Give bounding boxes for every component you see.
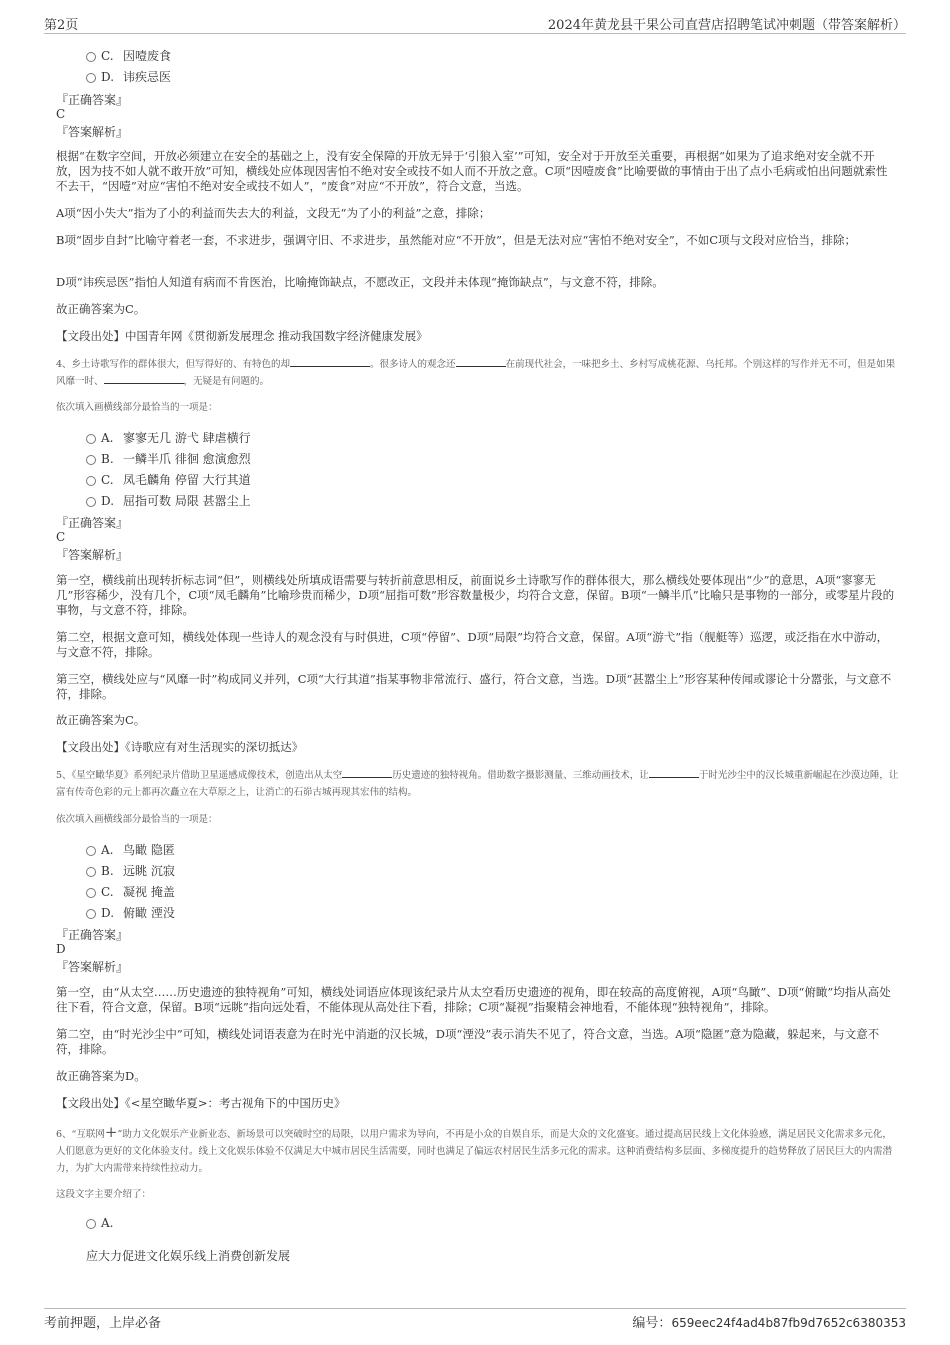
radio-icon[interactable]: [86, 434, 96, 444]
option-c[interactable]: C. 凝视 掩盖: [86, 883, 175, 900]
page-header: [44, 14, 906, 34]
radio-icon[interactable]: [86, 476, 96, 486]
option-c[interactable]: C. 因噎废食: [86, 47, 171, 64]
question-prompt: 依次填入画横线部分最恰当的一项是：: [56, 814, 218, 825]
blank-line: [456, 357, 506, 367]
radio-icon[interactable]: [86, 888, 96, 898]
option-a[interactable]: A. 鸟瞰 隐匿: [86, 841, 175, 858]
analysis-paragraph: 第二空，由“时光沙尘中”可知，横线处词语表意为在时光中消逝的汉长城，D项“湮没”表示消失不见了，符合文意，当选。A项“隐匿”意为隐藏，躲起来，与文意不符，排除。: [56, 1027, 880, 1056]
page-number: 第2页: [44, 18, 79, 33]
radio-icon[interactable]: [86, 73, 96, 83]
conclusion: 故正确答案为C。: [56, 302, 146, 316]
radio-icon[interactable]: [86, 455, 96, 465]
analysis-paragraph: 第一空，由“从太空……历史遗迹的独特视角”可知，横线处词语应体现该纪录片从太空看历史遗迹的视角，即在较高的高度俯视，A项“鸟瞰”、D项“俯瞰”均指从高处往下看，符合文意，保留。B项“远眺”指向远处看，不能体现从高处往下看，排除；C项“凝视”指聚精会神地看，不能体现“独特视角”，排除。: [56, 985, 891, 1014]
option-a[interactable]: A. 寥寥无几 游弋 肆虐横行: [86, 429, 251, 446]
answer-value: C: [56, 530, 66, 544]
answer-label: 『正确答案』: [56, 93, 129, 107]
question-stem: 6、“互联网+”助力文化娱乐产业新业态、新场景可以突破时空的局限，以用户需求为导向，不再是小众的自娱自乐，而是大众的文化盛宴。通过提高居民线上文化体验感，满足居民文化需求多元化，人们愿意为更好的文化体验支付。线上文化娱乐体验不仅满足大中城市居民生活需要，同时也满足了偏远农村居民生活多元化的需求。这种消费结构多层面、多梯度提升的趋势释放了居民巨大的内需潜力，为扩大内需带来持续性拉动力。: [56, 1123, 893, 1174]
radio-icon[interactable]: [86, 497, 96, 507]
option-a[interactable]: A.: [86, 1216, 123, 1230]
analysis-paragraph: A项“因小失大”指为了小的利益而失去大的利益，文段无“为了小的利益”之意，排除；: [56, 206, 491, 220]
blank-line: [649, 768, 699, 778]
option-d[interactable]: D. 俯瞰 湮没: [86, 904, 175, 921]
document-title: 2024年黄龙县干果公司直营店招聘笔试冲刺题（带答案解析）: [547, 18, 906, 33]
analysis-paragraph: 第二空，根据文意可知，横线处体现一些诗人的观念没有与时俱进，C项“停留”、D项“局限”均符合文意，保留。A项“游弋”指（舰艇等）巡逻，或泛指在水中游动，与文意不符，排除。: [56, 630, 889, 659]
radio-icon[interactable]: [86, 846, 96, 856]
option-c[interactable]: C. 凤毛麟角 停留 大行其道: [86, 471, 251, 488]
option-d[interactable]: D. 讳疾忌医: [86, 68, 171, 85]
analysis-paragraph: B项“固步自封”比喻守着老一套，不求进步，强调守旧、不求进步，虽然能对应“不开放”，但是无法对应“害怕不绝对安全”，不如C项与文段对应恰当，排除；: [56, 233, 857, 247]
option-d[interactable]: D. 屈指可数 局限 甚嚣尘上: [86, 492, 251, 509]
answer-label: 『正确答案』: [56, 928, 129, 942]
analysis-paragraph: 根据“在数字空间，开放必须建立在安全的基础之上，没有安全保障的开放无异于‘引狼入室’”可知，安全对于开放至关重要，再根据“如果为了追求绝对安全就不开放，因为技不如人就不敢开放”可知，横线处应体现因害怕不绝对安全或技不如人而不开放之意。C项“因噎废食”比喻要做的事情由于出了点小毛病或怕出问题就索性不去干，“因噎”对应“害怕不绝对安全或技不如人”，“废食”对应“不开放”，符合文意，当选。: [56, 149, 888, 193]
document-code: 编号：659eec24f4ad4b87fb9d7652c6380353: [632, 1316, 906, 1331]
option-b[interactable]: B. 一鳞半爪 徘徊 愈演愈烈: [86, 450, 251, 467]
radio-icon[interactable]: [86, 909, 96, 919]
option-b[interactable]: B. 远眺 沉寂: [86, 862, 175, 879]
question-stem: 5、《星空瞰华夏》系列纪录片借助卫星遥感成像技术，创造出从太空 历史遗迹的独特视角。借助数字摄影测量、三维动画技术，让 于时光沙尘中的汉长城重新崛起在沙漠边陲，让富有传奇色彩的元上都再次矗立在大草原之上，让消亡的石峁古城再现其宏伟的结构。: [56, 770, 899, 798]
question-prompt: 这段文字主要介绍了：: [56, 1189, 152, 1200]
analysis-label: 『答案解析』: [56, 548, 129, 562]
analysis-paragraph: D项“讳疾忌医”指怕人知道有病而不肯医治，比喻掩饰缺点，不愿改正，文段并未体现“掩饰缺点”，与文意不符，排除。: [56, 275, 664, 289]
analysis-paragraph: 第一空，横线前出现转折标志词“但”，则横线处所填成语需要与转折前意思相反，前面说乡土诗歌写作的群体很大，那么横线处要体现出“少”的意思，A项“寥寥无几”形容稀少，没有几个，C项“凤毛麟角”比喻珍贵而稀少，D项“屈指可数”形容数量极少，均符合文意，保留。B项“一鳞半爪”比喻只是事物的一部分，或零星片段的事物，与文意不符，排除。: [56, 573, 895, 617]
analysis-label: 『答案解析』: [56, 125, 129, 139]
radio-icon[interactable]: [86, 1219, 96, 1229]
blank-line: [104, 374, 184, 384]
header-divider: [44, 33, 906, 34]
footer-slogan: 考前押题，上岸必备: [44, 1316, 162, 1331]
answer-label: 『正确答案』: [56, 516, 129, 530]
option-a-text: 应大力促进文化娱乐线上消费创新发展: [86, 1249, 291, 1263]
source-note: 【文段出处】《诗歌应有对生活现实的深切抵达》: [56, 740, 304, 754]
analysis-label: 『答案解析』: [56, 960, 129, 974]
analysis-paragraph: 第三空，横线处应与“风靡一时”构成同义并列，C项“大行其道”指某事物非常流行、盛行，符合文意，当选。D项“甚嚣尘上”形容某种传闻或谬论十分嚣张，与文意不符，排除。: [56, 672, 892, 701]
answer-value: C: [56, 107, 66, 121]
source-note: 【文段出处】中国青年网《贯彻新发展理念 推动我国数字经济健康发展》: [56, 329, 428, 343]
answer-value: D: [56, 942, 66, 956]
conclusion: 故正确答案为C。: [56, 713, 146, 727]
question-stem: 4、乡土诗歌写作的群体很大，但写得好的、有特色的却 。很多诗人的观念还 在前现代社会，一味把乡土、乡村写成桃花源、乌托邦。个别这样的写作并无不可，但是如果风靡一时、 ，无疑是有问题的。: [56, 359, 896, 387]
source-note: 【文段出处】《<星空瞰华夏>：考古视角下的中国历史》: [56, 1096, 346, 1110]
blank-line: [342, 768, 392, 778]
conclusion: 故正确答案为D。: [56, 1069, 146, 1083]
blank-line: [290, 357, 370, 367]
radio-icon[interactable]: [86, 867, 96, 877]
question-prompt: 依次填入画横线部分最恰当的一项是：: [56, 402, 218, 413]
footer-divider: [44, 1308, 906, 1309]
radio-icon[interactable]: [86, 52, 96, 62]
